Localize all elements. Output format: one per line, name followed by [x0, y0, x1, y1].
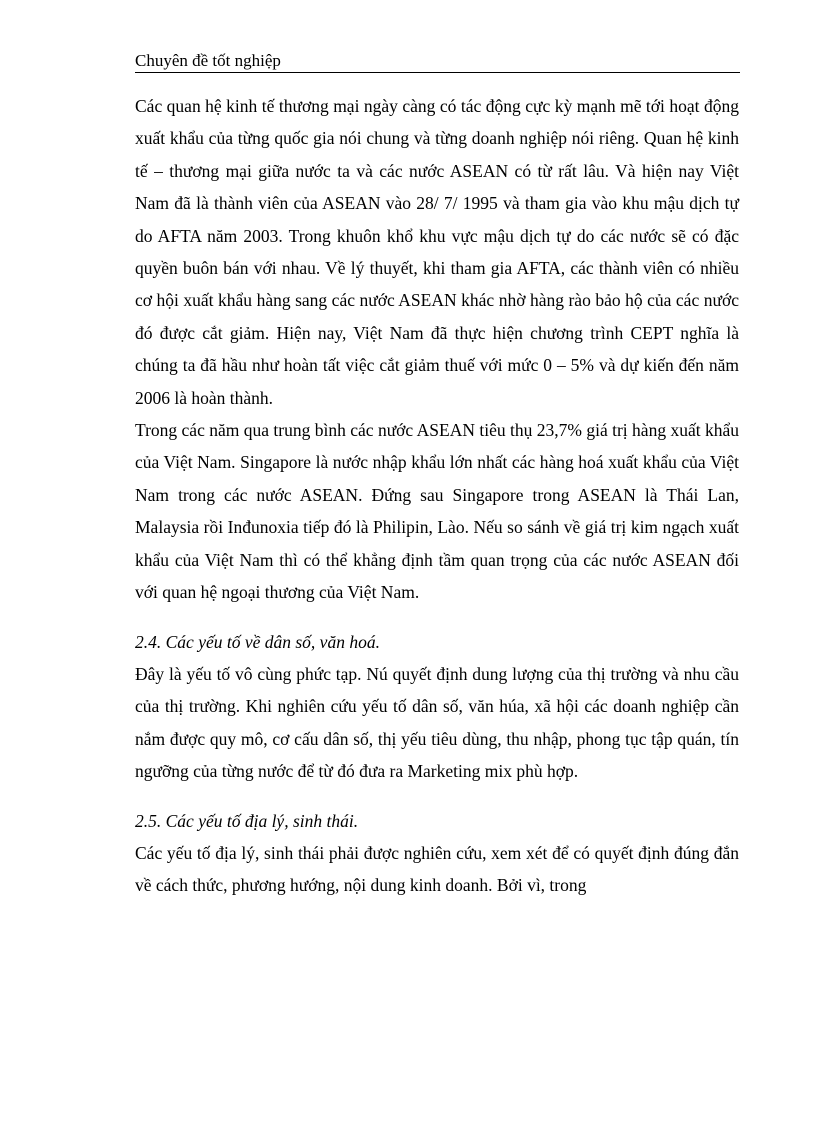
- section-heading-geography-ecology: 2.5. Các yếu tố địa lý, sinh thái.: [135, 810, 359, 831]
- section-heading-population-culture: 2.4. Các yếu tố về dân số, văn hoá.: [135, 631, 380, 652]
- paragraph-geography-ecology: Các yếu tố địa lý, sinh thái phải được nghiên cứu, xem xét để có quyết định đúng đắn về cách thức, phương hướng, nội dung kinh doanh. Bởi vì, trong: [135, 842, 739, 896]
- paragraph-population-culture: Đây là yếu tố vô cùng phức tạp. Nú quyết định dung lượng của thị trường và nhu cầu của thị trường. Khi nghiên cứu yếu tố dân số, văn húa, xã hội các doanh nghiệp cần nắm được quy mô, cơ cấu dân số, thị yếu tiêu dùng, thu nhập, phong tục tập quán, tín ngưỡng của từng nước để từ đó đưa ra Marketing mix phù hợp.: [135, 663, 739, 782]
- page-header: [135, 50, 740, 73]
- paragraph-asean-export: Trong các năm qua trung bình các nước ASEAN tiêu thụ 23,7% giá trị hàng xuất khẩu của Việt Nam. Singapore là nước nhập khẩu lớn nhất các hàng hoá xuất khẩu của Việt Nam trong các nước ASEAN. Đứng sau Singapore trong ASEAN là Thái Lan, Malaysia rồi Inđunoxia tiếp đó là Philipin, Lào. Nếu so sánh về giá trị kim ngạch xuất khẩu của Việt Nam thì có thể khẳng định tầm quan trọng của các nước ASEAN đối với quan hệ ngoại thương của Việt Nam.: [135, 420, 739, 603]
- paragraph-asean-relations: Các quan hệ kinh tế thương mại ngày càng có tác động cực kỳ mạnh mẽ tới hoạt động xuất khẩu của từng quốc gia nói chung và từng doanh nghiệp nói riêng. Quan hệ kinh tế – thương mại giữa nước ta và các nước ASEAN có từ rất lâu. Và hiện nay Việt Nam đã là thành viên của ASEAN vào 28/ 7/ 1995 và tham gia vào khu mậu dịch tự do AFTA năm 2003. Trong khuôn khổ khu vực mậu dịch tự do các nước sẽ có đặc quyền buôn bán với nhau. Về lý thuyết, khi tham gia AFTA, các thành viên có nhiều cơ hội xuất khẩu hàng sang các nước ASEAN khác nhờ hàng rào bảo hộ của các nước đó được cắt giảm. Hiện nay, Việt Nam đã thực hiện chương trình CEPT nghĩa là chúng ta đã hầu như hoàn tất việc cắt giảm thuế với mức 0 – 5% và dự kiến đến năm 2006 là hoàn thành.: [135, 96, 739, 408]
- document-body: [135, 90, 739, 902]
- header-title: Chuyên đề tốt nghiệp: [135, 51, 281, 70]
